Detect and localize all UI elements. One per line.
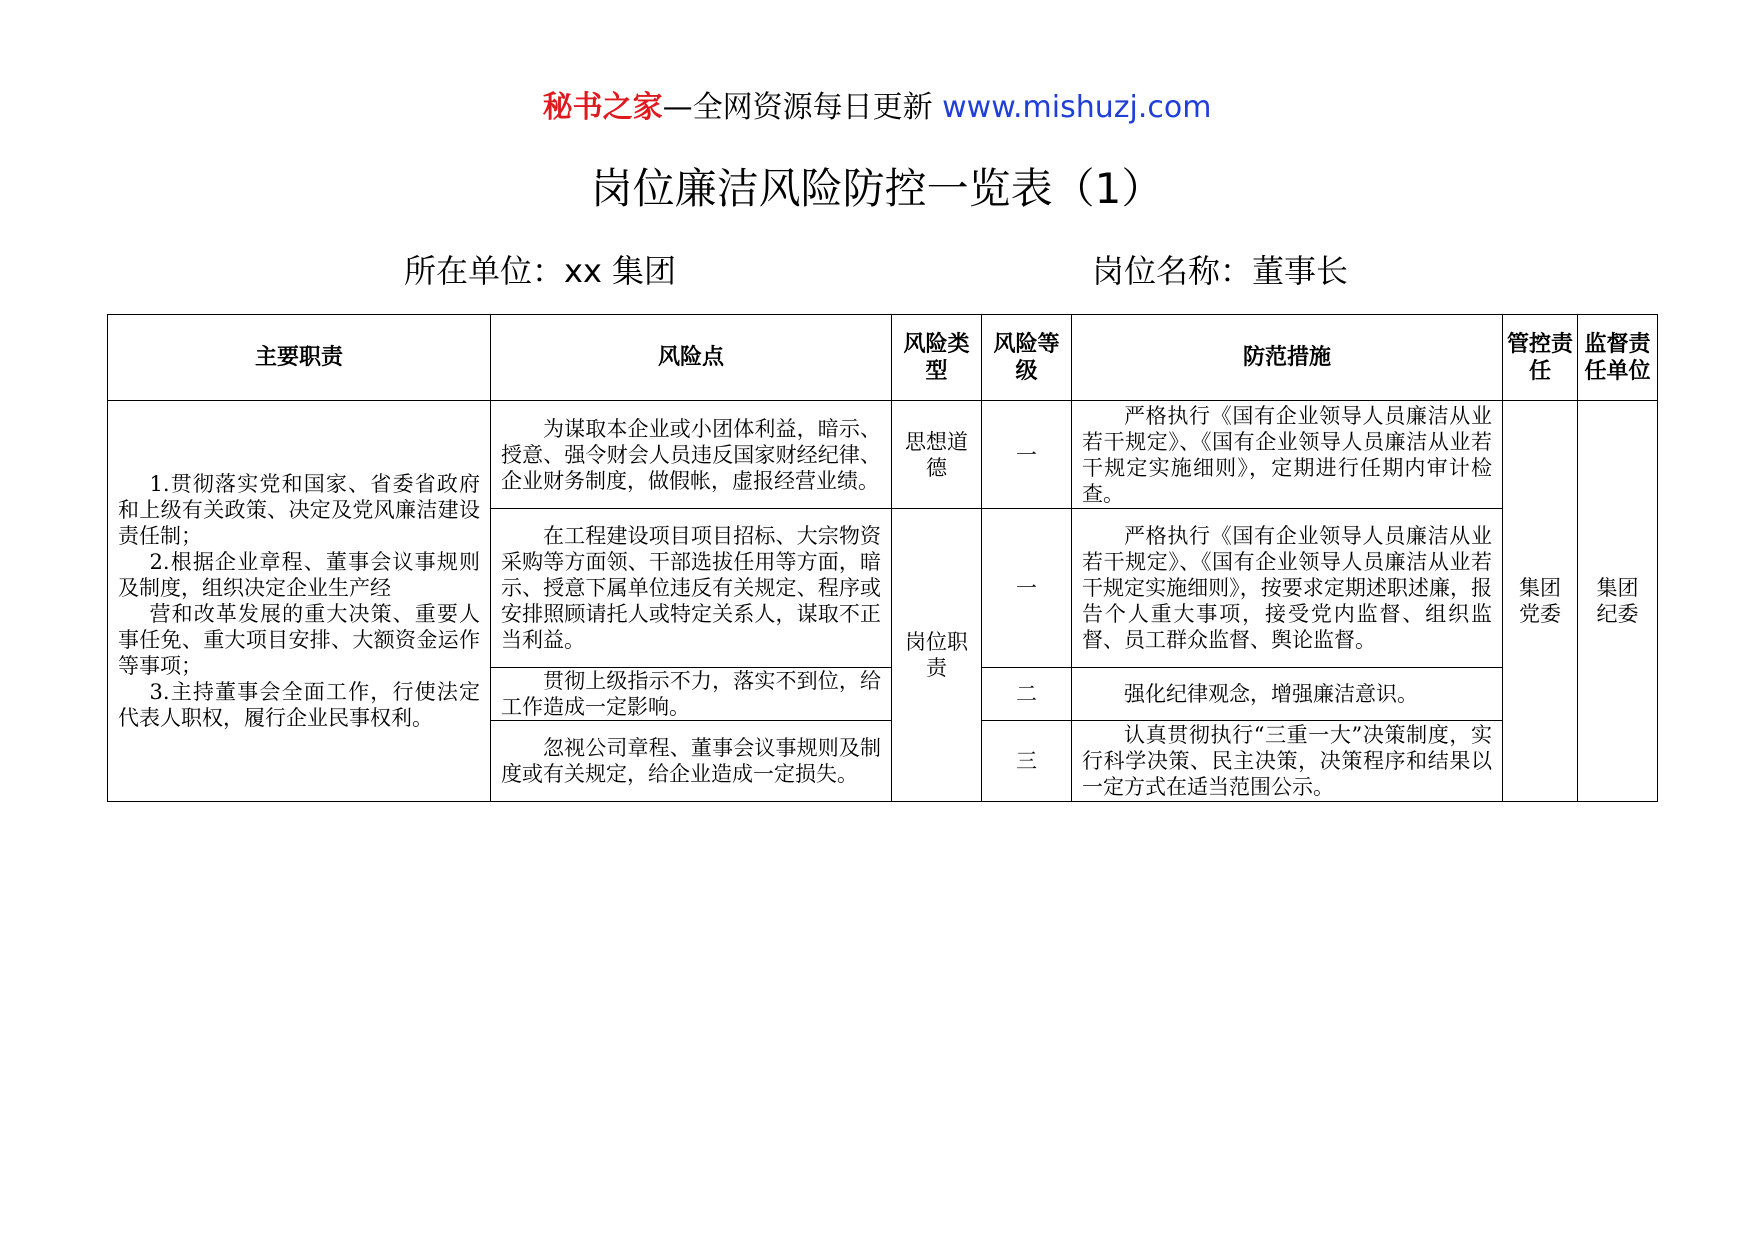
risk-table — [107, 314, 1658, 802]
risk-point-cell: 为谋取本企业或小团体利益，暗示、授意、强令财会人员违反国家财经纪律、企业财务制度，做假帐，虚报经营业绩。 — [491, 401, 892, 509]
header-measures: 防范措施 — [1072, 315, 1503, 401]
unit-label: 所在单位：xx 集团 — [404, 252, 677, 290]
supervise-cell: 集团纪委 — [1578, 401, 1658, 802]
duty-item: 营和改革发展的重大决策、重要人事任免、重大项目安排、大额资金运作等事项； — [118, 602, 480, 678]
banner-brand: 秘书之家 — [542, 90, 663, 125]
risk-level-cell: 一 — [982, 509, 1072, 668]
risk-level-cell: 三 — [982, 721, 1072, 802]
table-row — [108, 401, 1658, 509]
header-risk-point: 风险点 — [491, 315, 892, 401]
risk-type-cell: 思想道德 — [892, 401, 982, 509]
duty-item: 3.主持董事会全面工作，行使法定代表人职权，履行企业民事权利。 — [118, 680, 480, 730]
risk-point-cell: 贯彻上级指示不力，落实不到位，给工作造成一定影响。 — [491, 668, 892, 721]
measures-cell: 认真贯彻执行“三重一大”决策制度，实行科学决策、民主决策，决策程序和结果以一定方式在适当范围公示。 — [1072, 721, 1503, 802]
risk-point-cell: 在工程建设项目项目招标、大宗物资采购等方面领、干部选拔任用等方面，暗示、授意下属单位违反有关规定、程序或安排照顾请托人或特定关系人，谋取不正当利益。 — [491, 509, 892, 668]
duty-item: 1.贯彻落实党和国家、省委省政府和上级有关政策、决定及党风廉洁建设责任制； — [118, 472, 480, 548]
header-risk-level: 风险等级 — [982, 315, 1072, 401]
measures-cell: 强化纪律观念，增强廉洁意识。 — [1072, 668, 1503, 721]
page-title: 岗位廉洁风险防控一览表（1） — [590, 164, 1164, 213]
post-label: 岗位名称：董事长 — [1092, 252, 1349, 290]
control-cell: 集团党委 — [1503, 401, 1578, 802]
duty-item: 2.根据企业章程、董事会议事规则及制度，组织决定企业生产经 — [118, 550, 480, 600]
header-row — [108, 315, 1658, 401]
banner-url-link[interactable]: www.mishuzj.com — [942, 90, 1212, 125]
header-duty: 主要职责 — [108, 315, 491, 401]
banner-slogan: —全网资源每日更新 — [662, 90, 933, 125]
risk-point-cell: 忽视公司章程、董事会议事规则及制度或有关规定，给企业造成一定损失。 — [491, 721, 892, 802]
measures-cell: 严格执行《国有企业领导人员廉洁从业若干规定》、《国有企业领导人员廉洁从业若干规定实施细则》，按要求定期述职述廉，报告个人重大事项，接受党内监督、组织监督、员工群众监督、舆论监督。 — [1072, 509, 1503, 668]
duty-cell — [108, 401, 491, 802]
risk-type-cell: 岗位职责 — [892, 509, 982, 802]
header-supervise: 监督责任单位 — [1578, 315, 1658, 401]
site-banner — [0, 88, 1754, 128]
header-risk-type: 风险类型 — [892, 315, 982, 401]
measures-cell: 严格执行《国有企业领导人员廉洁从业若干规定》、《国有企业领导人员廉洁从业若干规定实施细则》，定期进行任期内审计检查。 — [1072, 401, 1503, 509]
risk-level-cell: 二 — [982, 668, 1072, 721]
risk-level-cell: 一 — [982, 401, 1072, 509]
header-control: 管控责任 — [1503, 315, 1578, 401]
